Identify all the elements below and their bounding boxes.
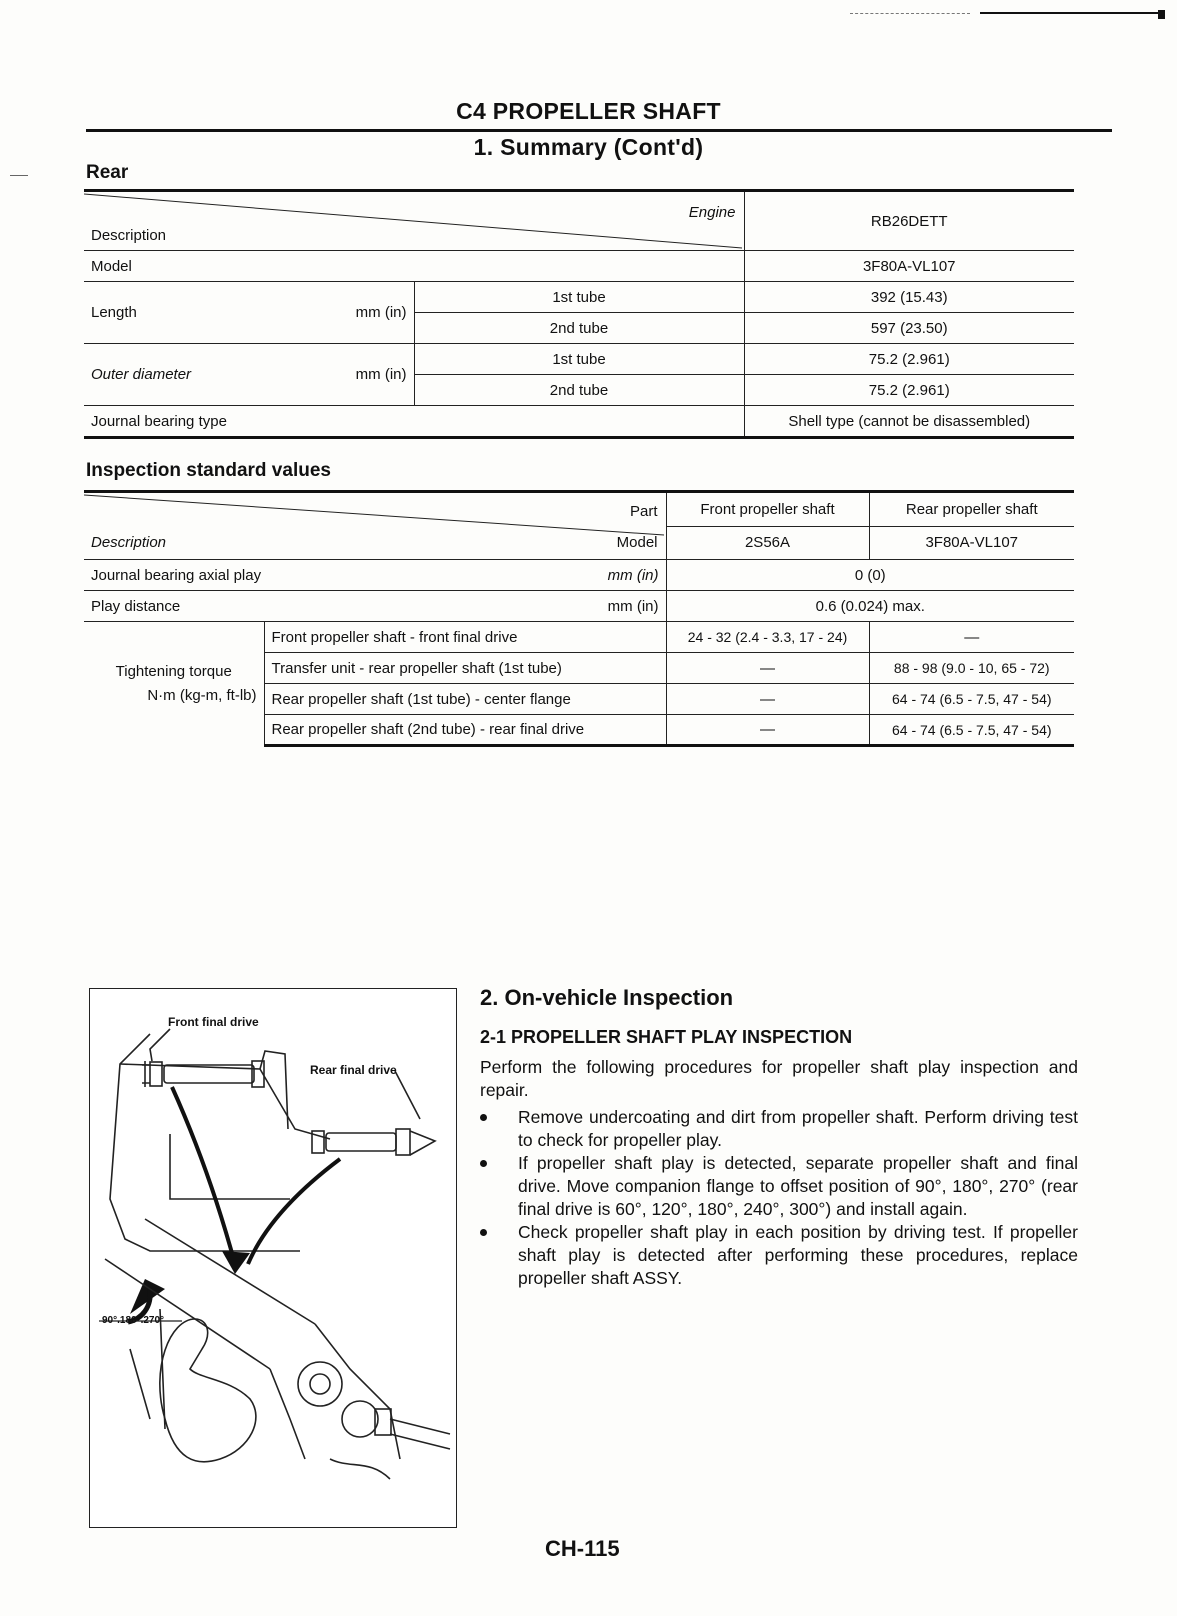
torque-rear-3: 64 - 74 (6.5 - 7.5, 47 - 54) (869, 684, 1074, 715)
diagonal-divider (84, 192, 744, 252)
header-model-label: Model (616, 534, 658, 551)
length-tube1-value: 392 (15.43) (744, 282, 1074, 313)
bullet-icon (480, 1229, 487, 1236)
engine-value: RB26DETT (744, 191, 1074, 251)
journal-label: Journal bearing type (84, 406, 744, 438)
list-item (480, 1152, 1078, 1221)
length-tube2-label: 2nd tube (414, 313, 744, 344)
procedure-list (480, 1106, 1078, 1290)
bullet-icon (480, 1160, 487, 1167)
torque-front-3: — (666, 684, 869, 715)
rear-spec-table (84, 189, 1074, 439)
header-description-label-2: Description (91, 534, 167, 551)
propeller-shaft-figure (89, 988, 457, 1528)
axial-label-cell (84, 560, 666, 591)
inspection-table (84, 490, 1074, 747)
col-front-label: Front propeller shaft (667, 493, 869, 527)
header-engine-label: Engine (688, 204, 736, 221)
label-front-final-drive: Front final drive (168, 1015, 259, 1029)
inspection-header-row (84, 492, 1074, 560)
axial-label: Journal bearing axial play (91, 566, 262, 584)
torque-rear-2: 88 - 98 (9.0 - 10, 65 - 72) (869, 653, 1074, 684)
diagonal-divider-2 (84, 493, 666, 559)
model-label: Model (84, 251, 744, 282)
axial-value: 0 (0) (666, 560, 1074, 591)
outer-label-cell (84, 344, 414, 406)
outer-row-1 (84, 344, 1074, 375)
model-front: 2S56A (744, 534, 791, 551)
bullet-text-3: Check propeller shaft play in each position by driving test. If propeller shaft play is detected after performing these procedures, replace propeller shaft ASSY. (518, 1222, 1078, 1288)
torque-front-4: — (666, 715, 869, 746)
header-description-label: Description (91, 227, 167, 244)
section2-heading: 2. On-vehicle Inspection (480, 985, 734, 1010)
length-unit: mm (in) (355, 304, 407, 321)
length-tube2-value: 597 (23.50) (744, 313, 1074, 344)
outer-unit: mm (in) (355, 366, 407, 383)
journal-value: Shell type (cannot be disassembled) (744, 406, 1074, 438)
torque-item-2: Transfer unit - rear propeller shaft (1st tube) (264, 653, 666, 684)
bullet-icon (480, 1114, 487, 1121)
rear-header-row (84, 191, 1074, 251)
torque-item-3: Rear propeller shaft (1st tube) - center flange (264, 684, 666, 715)
outer-tube1-value: 75.2 (2.961) (744, 344, 1074, 375)
outer-tube2-label: 2nd tube (414, 375, 744, 406)
top-rule (980, 12, 1165, 14)
torque-front-1: 24 - 32 (2.4 - 3.3, 17 - 24) (666, 622, 869, 653)
outer-label: Outer diameter (91, 366, 192, 383)
top-corner-mark (1158, 10, 1165, 19)
torque-label: Tightening torque (115, 662, 232, 680)
torque-front-2: — (666, 653, 869, 684)
length-label-cell (84, 282, 414, 344)
title-rule (86, 129, 1112, 132)
col-rear-label: Rear propeller shaft (870, 493, 1075, 527)
outer-tube1-label: 1st tube (414, 344, 744, 375)
list-item (480, 1106, 1078, 1152)
length-label: Length (91, 304, 137, 321)
torque-row-1 (84, 622, 1074, 653)
page-title: C4 PROPELLER SHAFT (456, 98, 721, 124)
bullet-text-2: If propeller shaft play is detected, separate propeller shaft and final drive. Move companion flange to offset position of 90°, 180°, 270° (rear final drive is 60°, 120°, 180°, 240°, 300°) and install again. (518, 1153, 1078, 1219)
torque-item-4: Rear propeller shaft (2nd tube) - rear final drive (264, 715, 666, 746)
torque-unit: N·m (kg-m, ft-lb) (147, 686, 257, 704)
model-rear: 3F80A-VL107 (925, 534, 1019, 551)
inspection-section-label: Inspection standard values (86, 460, 331, 481)
torque-item-1: Front propeller shaft - front final drive (264, 622, 666, 653)
axial-play-row (84, 560, 1074, 591)
label-rear-final-drive: Rear final drive (310, 1063, 397, 1077)
page-subtitle: 1. Summary (Cont'd) (473, 134, 704, 160)
length-row-1 (84, 282, 1074, 313)
inspection-header-diagonal-cell (84, 492, 666, 560)
length-tube1-label: 1st tube (414, 282, 744, 313)
model-value: 3F80A-VL107 (744, 251, 1074, 282)
play-label-cell (84, 591, 666, 622)
margin-tick (10, 175, 28, 176)
play-unit: mm (in) (607, 597, 659, 615)
page-number: CH-115 (545, 1536, 620, 1561)
rear-section-label: Rear (86, 162, 129, 183)
bullet-text-1: Remove undercoating and dirt from propeller shaft. Perform driving test to check for propeller play. (518, 1107, 1078, 1150)
front-shaft-header (666, 492, 869, 560)
model-row (84, 251, 1074, 282)
shaft-illustration (90, 989, 456, 1527)
torque-rear-4: 64 - 74 (6.5 - 7.5, 47 - 54) (869, 715, 1074, 746)
section2-intro: Perform the following procedures for propeller shaft play inspection and repair. (480, 1057, 1078, 1100)
outer-tube2-value: 75.2 (2.961) (744, 375, 1074, 406)
play-label: Play distance (91, 597, 181, 615)
label-angles: 90°.180°.270° (102, 1315, 165, 1326)
rear-shaft-header (869, 492, 1074, 560)
section2-subheading: 2-1 PROPELLER SHAFT PLAY INSPECTION (480, 1027, 853, 1047)
torque-rear-1: — (869, 622, 1074, 653)
list-item (480, 1221, 1078, 1290)
play-value: 0.6 (0.024) max. (666, 591, 1074, 622)
rear-header-diagonal-cell (84, 191, 744, 251)
axial-unit: mm (in) (607, 566, 659, 584)
play-distance-row (84, 591, 1074, 622)
top-dashed-rule (850, 13, 970, 14)
header-part-label: Part (629, 503, 658, 520)
journal-row (84, 406, 1074, 438)
torque-label-cell (84, 622, 264, 746)
